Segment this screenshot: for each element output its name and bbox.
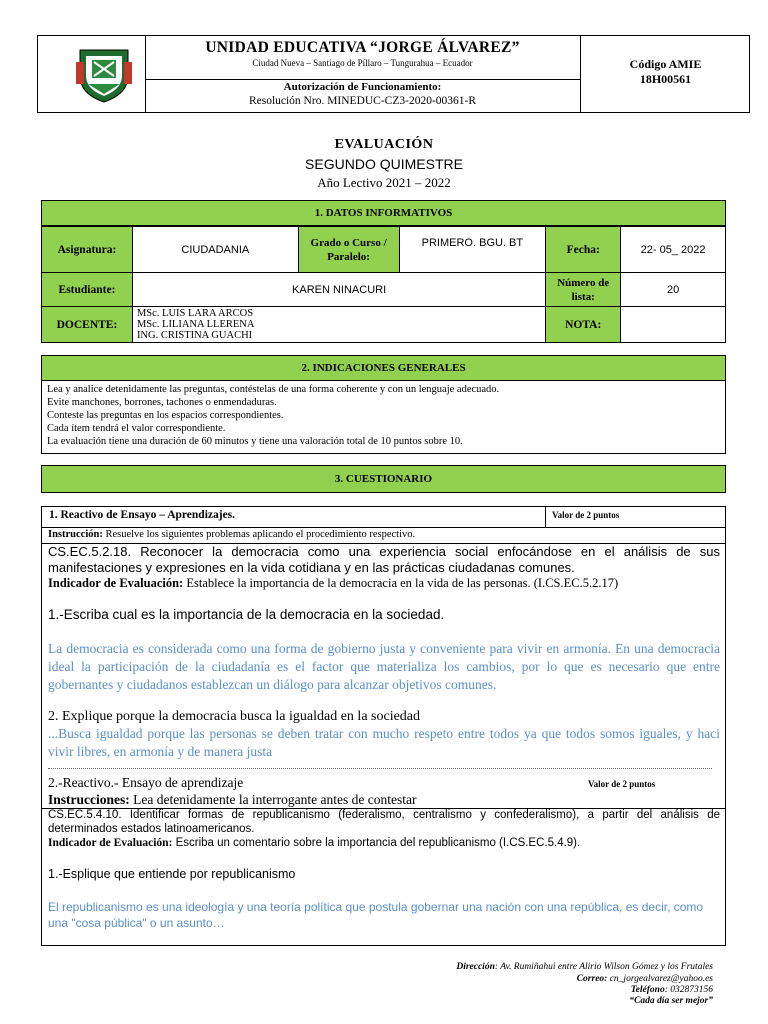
reactivo-1-indicador: Indicador de Evaluación: Establece la importancia de la democracia en la vida de las personas. (I.CS.EC.5.2.17) [48,576,619,590]
estudiante-label: Estudiante: [42,273,133,307]
datos-heading: 1. DATOS INFORMATIVOS [41,200,726,226]
school-location: Ciudad Nueva – Santiago de Píllaro – Tungurahua – Ecuador [252,58,473,68]
eval-year: Año Lectivo 2021 – 2022 [317,175,451,190]
asignatura-value: CIUDADANIA [132,227,298,273]
footer-email: Correo: cn_jorgealvarez@yahoo.es [576,974,713,984]
reactivo-2-pregunta-1: 1.-Esplique que entiende por republicanismo [48,867,296,881]
grado-label: Grado o Curso / Paralelo: [298,227,399,273]
indicacion-line: Evite manchones, borrones, tachones o enmendaduras. [47,397,277,408]
school-name: UNIDAD EDUCATIVA “JORGE ÁLVAREZ” [205,39,520,56]
reactivo-1-pregunta-2: 2. Explique porque la democracia busca la igualdad en la sociedad [48,709,421,724]
footer-phone: Teléfono: 032873156 [630,985,713,995]
lista-value: 20 [621,273,726,307]
indicaciones-heading: 2. INDICACIONES GENERALES [41,355,726,381]
fecha-label: Fecha: [546,227,621,273]
docente-name: MSc. LILIANA LLERENA [136,319,255,330]
docente-name: ING. CRISTINA GUACHI [136,330,253,341]
docente-name: MSc. LUIS LARA ARCOS [136,308,254,319]
reactivo-2-instrucciones: Instrucciones: Lea detenidamente la interrogante antes de contestar [48,792,417,807]
reactivo-2-valor: Valor de 2 puntos [588,779,656,789]
reactivo-2-indicador: Indicador de Evaluación: Escriba un comentario sobre la importancia del republicanismo (I.CS.EC.5.4.9). [48,837,581,849]
reactivo-2-title: 2.-Reactivo.- Ensayo de aprendizaje [48,775,244,790]
asignatura-label: Asignatura: [42,227,133,273]
lista-label: Número de lista: [546,273,621,307]
nota-label: NOTA: [546,307,621,343]
school-logo [74,42,134,104]
docente-list [132,307,545,343]
grado-value: PRIMERO. BGU. BT [399,227,546,273]
datos-table [41,226,726,343]
amie-code: 18H00561 [639,72,692,86]
fecha-value: 22- 05_ 2022 [621,227,726,273]
dotted-separator [48,768,712,769]
reactivo-1-pregunta-1: 1.-Escriba cual es la importancia de la democracia en la sociedad. [48,607,445,622]
eval-title: EVALUACIÓN [334,137,434,152]
indicaciones-box [41,380,726,454]
indicacion-line: Lea y analice detenidamente las preguntas, contéstelas de una forma coherente y con un lenguaje adecuado. [47,384,500,395]
docente-label: DOCENTE: [42,307,133,343]
estudiante-value: KAREN NINACURI [132,273,545,307]
footer-motto: “Cada día ser mejor” [629,996,713,1006]
auth-title: Autorización de Funcionamiento: [283,81,442,93]
indicacion-line: Conteste las preguntas en los espacios correspondientes. [47,410,284,421]
reactivo-2-destreza: CS.EC.5.4.10. Identificar formas de republicanismo (federalismo, centralismo y confederalismo), a partir del análisis de determinados estados latinoamericanos. [48,809,720,835]
reactivo-1-title: 1. Reactivo de Ensayo – Aprendizajes. [49,509,236,521]
reactivo-1-respuesta-1: La democracia es considerada como una forma de gobierno justa y conveniente para vivir en armonía. En una democracia ideal la participación de la ciudadanía es el factor que materializa los cambios, por lo que es necesario que entre gobernantes y ciudadanos establezcan un diálogo para alcanzar objetivos comunes. [48,641,720,692]
reactivo-2-respuesta-1: El republicanismo es una ideología y una teoría política que postula gobernar una nación con una república, es decir, como una "cosa pública" o un asunto… [48,900,704,930]
eval-subtitle: SEGUNDO QUIMESTRE [305,156,463,172]
reactivo-1-valor: Valor de 2 puntos [552,510,620,520]
amie-label: Código AMIE [629,57,702,71]
auth-resolution: Resolución Nro. MINEDUC-CZ3-2020-00361-R [248,95,477,107]
footer-address: Dirección: Av. Rumiñahui entre Alirio Wilson Gómez y los Frutales [456,962,713,972]
indicacion-line: La evaluación tiene una duración de 60 minutos y tiene una valoración total de 10 puntos sobre 10. [47,436,463,447]
reactivo-1-instruccion: Instrucción: Resuelve los siguientes problemas aplicando el procedimiento respectivo. [48,529,416,540]
cuestionario-heading: 3. CUESTIONARIO [41,465,726,493]
indicacion-line: Cada ítem tendrá el valor correspondiente. [47,423,226,434]
nota-value [621,307,726,343]
reactivo-1-destreza: CS.EC.5.2.18. Reconocer la democracia como una experiencia social enfocándose en el análisis de sus manifestaciones y expresiones en la vida cotidiana y en las prácticas ciudadanas comunes. [48,544,720,575]
reactivo-1-respuesta-2: ...Busca igualdad porque las personas se deben tratar con mucho respeto entre todos ya que todos somos iguales, y haci vivir libres, en armonía y de manera justa [48,726,720,759]
